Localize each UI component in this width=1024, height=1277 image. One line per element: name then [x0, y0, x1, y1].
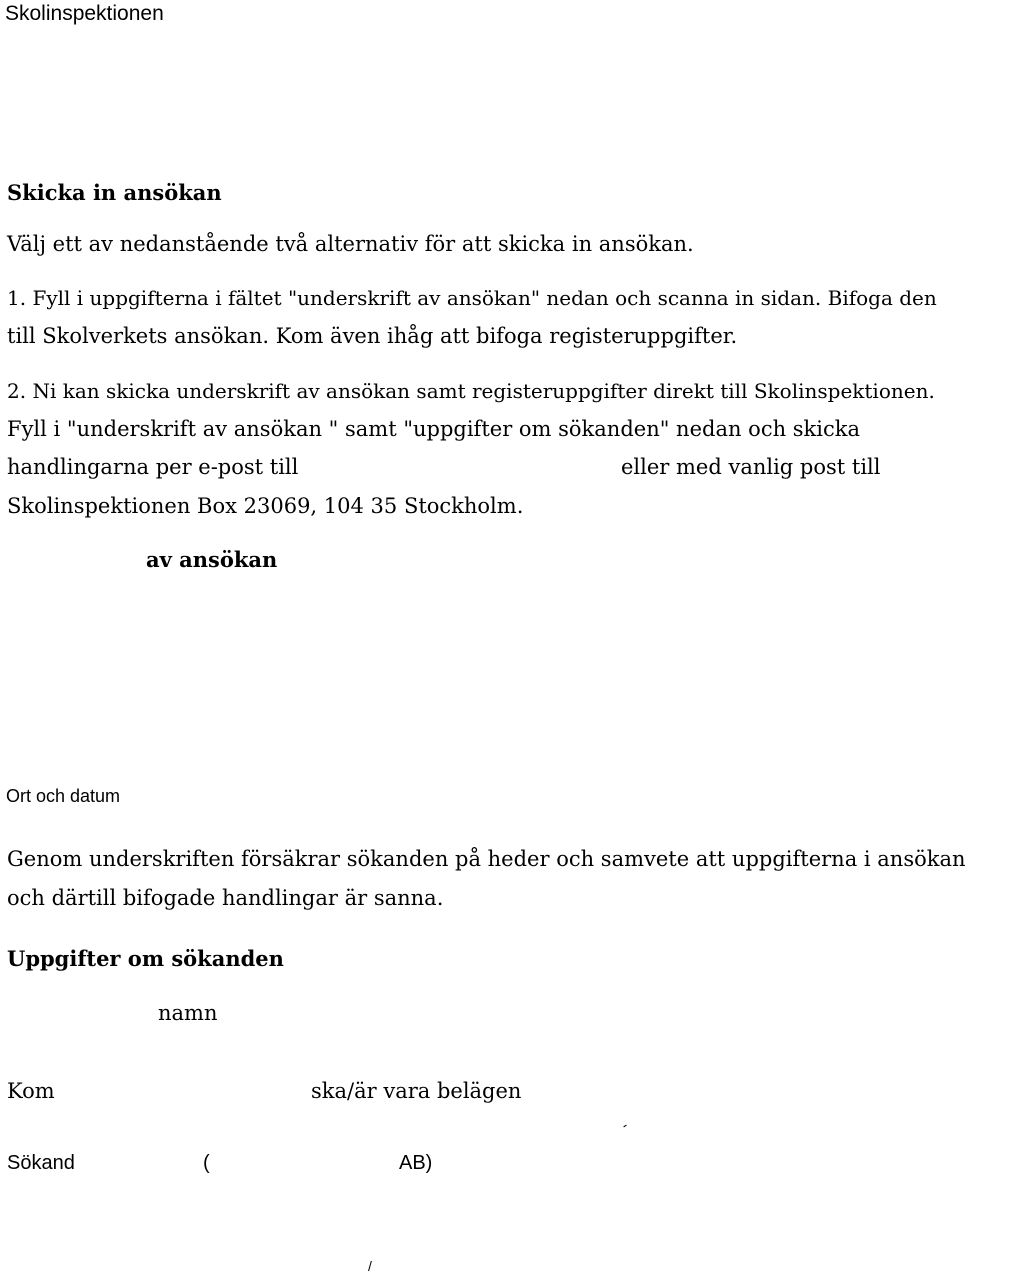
name-label: namn	[158, 1001, 218, 1025]
signature-heading: av ansökan	[146, 547, 278, 572]
option1-line1: 1. Fyll i uppgifterna i fältet "underskrift av ansökan" nedan och scanna in sidan. Bifoga den	[7, 286, 937, 310]
scan-mark: /	[368, 1258, 372, 1274]
option1-line2: till Skolverkets ansökan. Kom även ihåg att bifoga registeruppgifter.	[7, 324, 738, 348]
option2-line1: 2. Ni kan skicka underskrift av ansökan samt registeruppgifter direkt till Skolinspektionen.	[7, 379, 935, 403]
applicant-label-end: AB)	[399, 1152, 433, 1174]
applicant-label-paren: (	[203, 1152, 210, 1174]
applicant-heading: Uppgifter om sökanden	[7, 946, 284, 971]
option2-line3-start: handlingarna per e-post till	[7, 455, 299, 479]
option2-line3-end: eller med vanlig post till	[621, 455, 881, 479]
submit-intro: Välj ett av nedanstående två alternativ för att skicka in ansökan.	[7, 232, 694, 256]
place-date-label: Ort och datum	[6, 786, 121, 806]
scan-mark: -	[617, 1117, 631, 1133]
applicant-label-start: Sökand	[7, 1152, 75, 1174]
assurance-line1: Genom underskriften försäkrar sökanden på heder och samvete att uppgifterna i ansökan	[7, 847, 966, 871]
submit-heading: Skicka in ansökan	[7, 180, 222, 205]
municipality-label-start: Kom	[7, 1079, 55, 1103]
postal-address: Skolinspektionen Box 23069, 104 35 Stockholm.	[7, 494, 524, 518]
municipality-label-end: ska/är vara belägen	[311, 1079, 522, 1103]
assurance-line2: och därtill bifogade handlingar är sanna.	[7, 886, 444, 910]
option2-line2: Fyll i "underskrift av ansökan " samt "uppgifter om sökanden" nedan och skicka	[7, 417, 861, 441]
org-name: Skolinspektionen	[5, 2, 164, 25]
